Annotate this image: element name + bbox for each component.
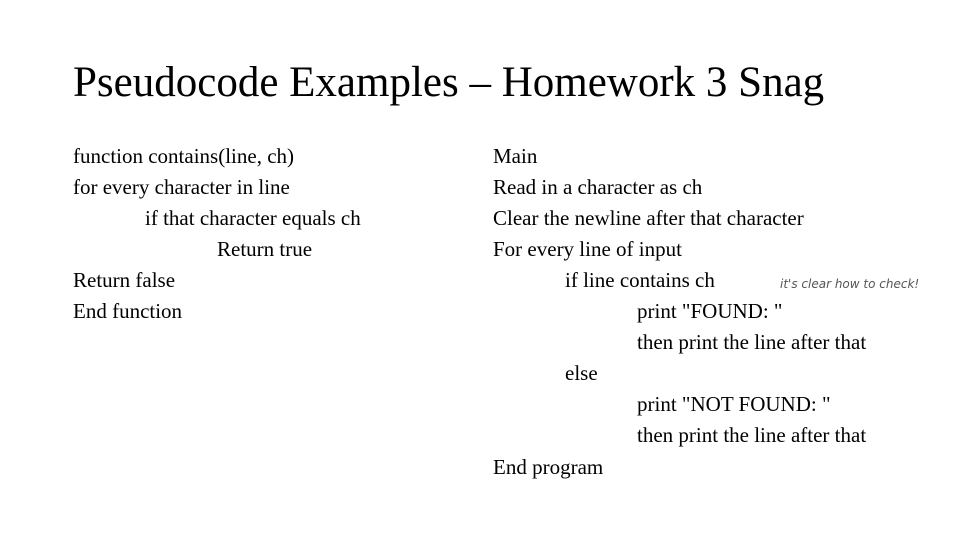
code-line: for every character in line: [73, 175, 290, 199]
code-line: then print the line after that: [637, 423, 867, 447]
code-line: if that character equals ch: [145, 206, 361, 230]
code-line: For every line of input: [493, 237, 682, 261]
code-line: Return false: [73, 268, 176, 292]
code-line: function contains(line, ch): [73, 144, 295, 168]
code-line: End program: [493, 455, 604, 479]
code-line: End function: [73, 299, 183, 323]
code-line: print "NOT FOUND: ": [637, 392, 831, 416]
code-line: Clear the newline after that character: [493, 206, 804, 230]
code-line: Return true: [217, 237, 313, 261]
code-line: Read in a character as ch: [493, 175, 703, 199]
handwritten-annotation: it's clear how to check!: [780, 277, 920, 291]
code-line: then print the line after that: [637, 330, 867, 354]
code-line: if line contains ch: [565, 268, 715, 292]
code-line: print "FOUND: ": [637, 299, 783, 323]
code-line: Main: [493, 144, 538, 168]
slide-title: Pseudocode Examples – Homework 3 Snag: [73, 59, 825, 106]
code-line: else: [565, 361, 598, 385]
